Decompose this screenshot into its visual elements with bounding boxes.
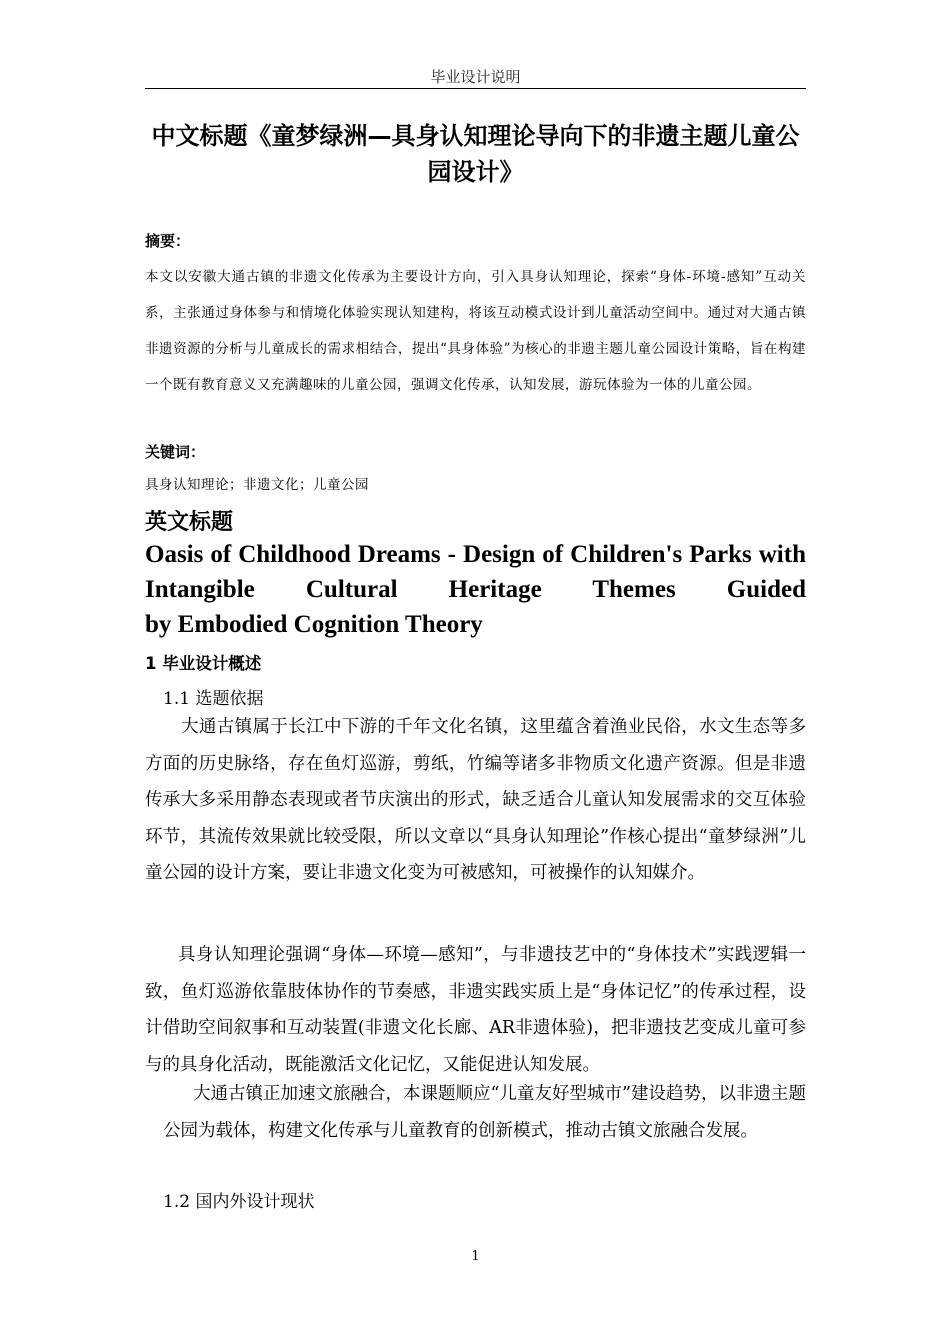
abstract-text: 本文以安徽大通古镇的非遗文化传承为主要设计方向，引入具身认知理论，探索“身体-环境-感知”互动关系，主张通过身体参与和情境化体验实现认知建构，将该互动模式设计到儿童活动空间中。通过对大通古镇非遗资源的分析与儿童成长的需求相结合，提出“具身体验”为核心的非遗主题儿童公园设计策略，旨在构建一个既有教育意义又充满趣味的儿童公园，强调文化传承，认知发展，游玩体验为一体的儿童公园。 bbox=[145, 269, 806, 393]
body-paragraph: 大通古镇正加速文旅融合，本课题顺应“儿童友好型城市”建设趋势，以非遗主题公园为载体，构建文化传承与儿童教育的创新模式，推动古镇文旅融合发展。 bbox=[163, 1084, 806, 1141]
keywords-label: 关键词： bbox=[145, 443, 206, 461]
abstract-label: 摘要： bbox=[145, 232, 191, 250]
body-paragraph: 具身认知理论强调“身体—环境—感知”，与非遗技艺中的“身体技术”实践逻辑一致，鱼灯巡游依靠肢体协作的节奏感，非遗实践实质上是“身体记忆”的传承过程，设计借助空间叙事和互动装置(非遗文化长廊、AR非遗体验)，把非遗技艺变成儿童可参与的具身化活动，既能激活文化记忆，又能促进认知发展。 bbox=[145, 945, 806, 1075]
keywords-text: 具身认知理论；非遗文化；儿童公园 bbox=[145, 477, 369, 493]
english-title bbox=[145, 537, 806, 642]
subsection-heading: 1.1 选题依据 bbox=[163, 689, 264, 709]
english-title-line: by Embodied Cognition Theory bbox=[145, 611, 483, 638]
section-heading: 1 毕业设计概述 bbox=[145, 654, 262, 673]
page-title: 中文标题《童梦绿洲—具身认知理论导向下的非遗主题儿童公园设计》 bbox=[151, 122, 800, 186]
english-title-line: Oasis of Childhood Dreams - Design of Children's Parks with Intangible Cultural Heritage Themes Guided bbox=[145, 541, 806, 603]
subsection-heading: 1.2 国内外设计现状 bbox=[163, 1192, 315, 1212]
header-rule bbox=[145, 88, 806, 89]
body-paragraph: 大通古镇属于长江中下游的千年文化名镇，这里蕴含着渔业民俗，水文生态等多方面的历史脉络，存在鱼灯巡游，剪纸，竹编等诸多非物质文化遗产资源。但是非遗传承大多采用静态表现或者节庆演出的形式，缺乏适合儿童认知发展需求的交互体验环节，其流传效果就比较受限，所以文章以“具身认知理论”作核心提出“童梦绿洲”儿童公园的设计方案，要让非遗文化变为可被感知，可被操作的认知媒介。 bbox=[145, 717, 806, 883]
english-title-label: 英文标题 bbox=[145, 509, 234, 535]
running-header: 毕业设计说明 bbox=[430, 68, 521, 86]
page-number: 1 bbox=[471, 1249, 480, 1264]
